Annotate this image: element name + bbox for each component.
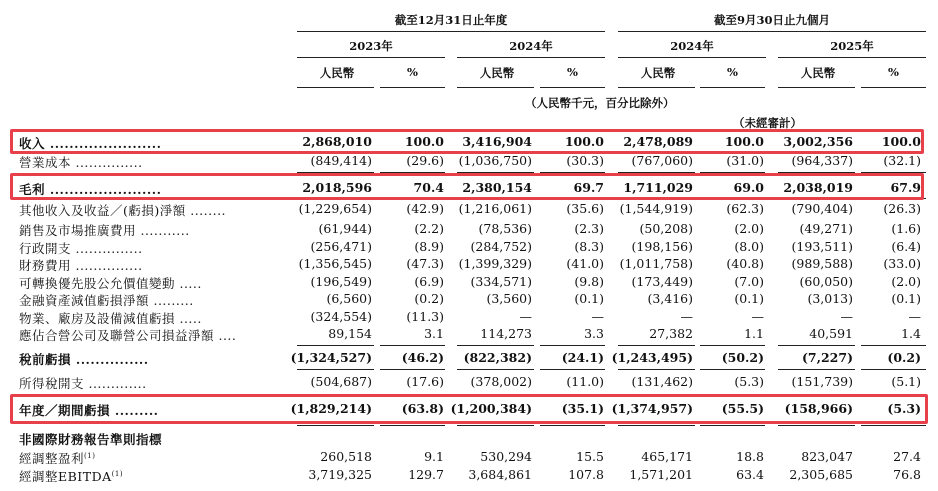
year-rule — [297, 57, 445, 58]
table-cell: (8.9) — [414, 239, 444, 254]
row-label: 金融資產減值虧損淨額 ......... — [19, 293, 194, 308]
table-cell: (49,271) — [799, 221, 853, 236]
table-cell: (11.3) — [406, 309, 444, 324]
table-cell: (8.0) — [734, 239, 764, 254]
table-cell: (7,227) — [802, 350, 853, 365]
table-cell: (1,374,957) — [611, 401, 693, 416]
table-cell: (1,829,214) — [290, 401, 372, 416]
table-cell: 129.7 — [408, 467, 444, 482]
col-rule — [457, 87, 534, 88]
col-rule — [861, 87, 926, 88]
col-pct: % — [888, 65, 899, 79]
table-cell: 69.0 — [733, 180, 764, 195]
table-cell: 3,719,325 — [308, 467, 372, 482]
row-label: 物業、廠房及設備減值虧損 ..... — [19, 311, 202, 326]
table-cell: (1,011,758) — [619, 256, 693, 271]
table-cell: (3,416) — [647, 291, 693, 306]
table-cell: (1,544,919) — [619, 201, 693, 216]
table-cell: (40.8) — [726, 256, 764, 271]
table-cell: 2,478,089 — [623, 134, 693, 149]
table-cell: 114,273 — [480, 326, 532, 341]
table-cell: (0.1) — [891, 291, 921, 306]
row-label: 應佔合營公司及聯營公司損益淨額 .... — [19, 328, 237, 343]
table-cell: (1,243,495) — [611, 350, 693, 365]
subtotal-rule — [861, 345, 926, 346]
subtotal-rule — [618, 345, 695, 346]
table-cell: (50.2) — [721, 350, 764, 365]
table-cell: (822,382) — [463, 350, 532, 365]
table-cell: (378,002) — [470, 374, 532, 389]
table-cell: (55.5) — [721, 401, 764, 416]
table-cell: (5.3) — [887, 401, 921, 416]
table-cell: 100.0 — [881, 134, 921, 149]
table-cell: (198,156) — [631, 239, 693, 254]
year-rule — [618, 57, 766, 58]
table-cell: — — [751, 309, 764, 324]
table-cell: (849,414) — [310, 153, 372, 168]
subtotal-rule — [700, 345, 765, 346]
table-cell: 1,571,201 — [629, 467, 693, 482]
table-cell: (46.2) — [401, 350, 444, 365]
table-cell: (131,462) — [631, 374, 693, 389]
table-cell: 27.4 — [893, 449, 921, 464]
row-label: 收入 ....................... — [19, 136, 162, 151]
col-rule — [778, 87, 855, 88]
table-cell: 3.1 — [424, 326, 444, 341]
table-cell: — — [519, 309, 532, 324]
table-cell: (0.1) — [574, 291, 604, 306]
year-header: 2025年 — [830, 39, 874, 53]
row-label: 毛利 ....................... — [19, 182, 162, 197]
subtotal-rule — [618, 369, 695, 370]
year-header: 2024年 — [670, 39, 714, 53]
table-cell: (47.3) — [406, 256, 444, 271]
table-cell: (50,208) — [639, 221, 693, 236]
header-rule — [297, 31, 605, 32]
table-cell: (0.1) — [734, 291, 764, 306]
table-cell: (6.4) — [891, 239, 921, 254]
table-cell: (35.1) — [561, 401, 604, 416]
non-ifrs-heading: 非國際財務報告準則指標 — [19, 432, 163, 447]
footnote-marker: (1) — [111, 469, 124, 478]
col-rule — [297, 87, 374, 88]
table-cell: 2,018,596 — [302, 180, 372, 195]
row-label: 其他收入及收益／(虧損)淨額 ........ — [19, 203, 227, 218]
table-cell: (193,511) — [791, 239, 853, 254]
table-cell: 18.8 — [736, 449, 764, 464]
col-rule — [380, 87, 445, 88]
table-cell: (78,536) — [478, 221, 532, 236]
table-cell: 89,154 — [328, 326, 372, 341]
col-rmb: 人民幣 — [479, 66, 515, 80]
table-cell: (6.9) — [414, 274, 444, 289]
table-cell: (1,399,329) — [458, 256, 532, 271]
row-label: 稅前虧損 ............... — [19, 352, 149, 367]
col-rmb: 人民幣 — [319, 66, 355, 80]
subtotal-rule — [457, 369, 534, 370]
col-pct: % — [407, 65, 418, 79]
table-cell: (1,036,750) — [458, 153, 532, 168]
table-cell: (26.3) — [883, 201, 921, 216]
table-cell: (284,752) — [470, 239, 532, 254]
table-cell: — — [840, 309, 853, 324]
period-header-fy: 截至12月31日止年度 — [394, 13, 508, 27]
table-cell: (30.3) — [566, 153, 604, 168]
table-cell: (3,013) — [807, 291, 853, 306]
table-cell: (2.2) — [414, 221, 444, 236]
table-cell: (17.6) — [406, 374, 444, 389]
table-cell: (62.3) — [726, 201, 764, 216]
table-cell: (173,449) — [631, 274, 693, 289]
table-cell: (5.1) — [891, 374, 921, 389]
table-cell: 3,684,861 — [468, 467, 532, 482]
table-cell: 9.1 — [424, 449, 444, 464]
header-rule — [618, 31, 926, 32]
table-cell: 63.4 — [736, 467, 764, 482]
row-label: 所得稅開支 ............. — [19, 376, 147, 391]
highlight-revenue — [10, 129, 924, 154]
table-cell: 67.9 — [890, 180, 921, 195]
table-cell: (1,229,654) — [298, 201, 372, 216]
table-cell: (31.0) — [726, 153, 764, 168]
subtotal-rule — [297, 369, 374, 370]
table-cell: 69.7 — [573, 180, 604, 195]
table-cell: 40,591 — [809, 326, 853, 341]
table-cell: (41.0) — [566, 256, 604, 271]
table-cell: (3,560) — [486, 291, 532, 306]
table-cell: (1,356,545) — [298, 256, 372, 271]
col-rule — [618, 87, 695, 88]
table-cell: 1.4 — [901, 326, 921, 341]
year-header: 2024年 — [509, 39, 553, 53]
table-cell: (35.6) — [566, 201, 604, 216]
table-cell: — — [591, 309, 604, 324]
table-cell: (7.0) — [734, 274, 764, 289]
year-rule — [457, 57, 605, 58]
table-cell: 1.1 — [744, 326, 764, 341]
non-ifrs-label: 經調整EBITDA$^{(1)}$ — [19, 469, 124, 484]
table-cell: (324,554) — [310, 309, 372, 324]
row-label: 可轉換優先股公允價值變動 ..... — [19, 276, 202, 291]
row-label: 銷售及市場推廣費用 ........... — [19, 223, 190, 238]
row-label: 行政開支 ............... — [19, 241, 143, 256]
footnote-marker: (1) — [84, 451, 96, 460]
table-cell: 3,002,356 — [783, 134, 853, 149]
table-cell: 823,047 — [801, 449, 853, 464]
unaudited-note: （未經審計） — [733, 116, 802, 130]
table-cell: 2,038,019 — [783, 180, 853, 195]
table-cell: (5.3) — [734, 374, 764, 389]
table-cell: 15.5 — [576, 449, 604, 464]
table-cell: 100.0 — [724, 134, 764, 149]
col-rule — [540, 87, 605, 88]
table-cell: (196,549) — [310, 274, 372, 289]
table-cell: 3,416,904 — [462, 134, 532, 149]
year-header: 2023年 — [349, 39, 393, 53]
table-cell: (42.9) — [406, 201, 444, 216]
table-cell: 2,868,010 — [302, 134, 372, 149]
table-cell: 27,382 — [649, 326, 693, 341]
subtotal-rule — [457, 345, 534, 346]
highlight-gross-profit — [10, 173, 924, 200]
table-cell: (63.8) — [401, 401, 444, 416]
year-rule — [778, 57, 926, 58]
table-cell: (1,324,527) — [290, 350, 372, 365]
table-cell: (334,571) — [470, 274, 532, 289]
non-ifrs-label: 經調整盈利$^{(1)}$ — [19, 451, 96, 466]
col-pct: % — [727, 65, 738, 79]
table-cell: 465,171 — [641, 449, 693, 464]
table-cell: (767,060) — [631, 153, 693, 168]
table-cell: (964,337) — [791, 153, 853, 168]
subtotal-rule — [297, 345, 374, 346]
table-cell: 107.8 — [568, 467, 604, 482]
subtotal-rule — [861, 369, 926, 370]
subtotal-rule — [778, 345, 855, 346]
subtotal-rule — [700, 369, 765, 370]
table-cell: 2,380,154 — [462, 180, 532, 195]
row-label: 財務費用 ............... — [19, 258, 143, 273]
table-cell: (32.1) — [883, 153, 921, 168]
table-cell: (151,739) — [791, 374, 853, 389]
table-cell: 76.8 — [893, 467, 921, 482]
table-cell: 260,518 — [320, 449, 372, 464]
table-cell: 3.3 — [584, 326, 604, 341]
table-cell: (158,966) — [784, 401, 853, 416]
row-label: 營業成本 ............... — [19, 155, 143, 170]
table-cell: (11.0) — [566, 374, 604, 389]
unit-note: （人民幣千元，百分比除外） — [525, 96, 675, 110]
table-cell: (33.0) — [883, 256, 921, 271]
row-label: 年度／期間虧損 ......... — [19, 403, 159, 418]
table-cell: 2,305,685 — [789, 467, 853, 482]
period-header-9m: 截至9月30日止九個月 — [713, 13, 830, 27]
subtotal-rule — [778, 369, 855, 370]
subtotal-rule — [540, 345, 605, 346]
table-cell: (6,560) — [326, 291, 372, 306]
table-cell: (2.3) — [574, 221, 604, 236]
table-cell: (9.8) — [574, 274, 604, 289]
table-cell: (1,216,061) — [458, 201, 532, 216]
table-cell: (61,944) — [318, 221, 372, 236]
table-cell: (8.3) — [574, 239, 604, 254]
table-cell: (1,200,384) — [450, 401, 532, 416]
col-rmb: 人民幣 — [800, 66, 836, 80]
table-cell: (989,588) — [791, 256, 853, 271]
table-cell: (2.0) — [891, 274, 921, 289]
table-cell: 100.0 — [404, 134, 444, 149]
col-rule — [700, 87, 765, 88]
table-cell: (29.6) — [406, 153, 444, 168]
table-cell: 530,294 — [480, 449, 532, 464]
col-rmb: 人民幣 — [640, 66, 676, 80]
table-cell: 1,711,029 — [623, 180, 693, 195]
table-cell: (256,471) — [310, 239, 372, 254]
table-cell: (504,687) — [310, 374, 372, 389]
table-cell: (0.2) — [414, 291, 444, 306]
table-cell: 100.0 — [564, 134, 604, 149]
table-cell: 70.4 — [413, 180, 444, 195]
table-cell: (24.1) — [561, 350, 604, 365]
table-cell: (2.0) — [734, 221, 764, 236]
table-cell: — — [680, 309, 693, 324]
highlight-loss-for-period — [10, 394, 928, 424]
subtotal-rule — [380, 369, 445, 370]
table-cell: (790,404) — [791, 201, 853, 216]
col-pct: % — [567, 65, 578, 79]
table-cell: (60,050) — [799, 274, 853, 289]
table-cell: (0.2) — [887, 350, 921, 365]
subtotal-rule — [540, 369, 605, 370]
subtotal-rule — [380, 345, 445, 346]
table-cell: — — [908, 309, 921, 324]
table-cell: (1.6) — [891, 221, 921, 236]
